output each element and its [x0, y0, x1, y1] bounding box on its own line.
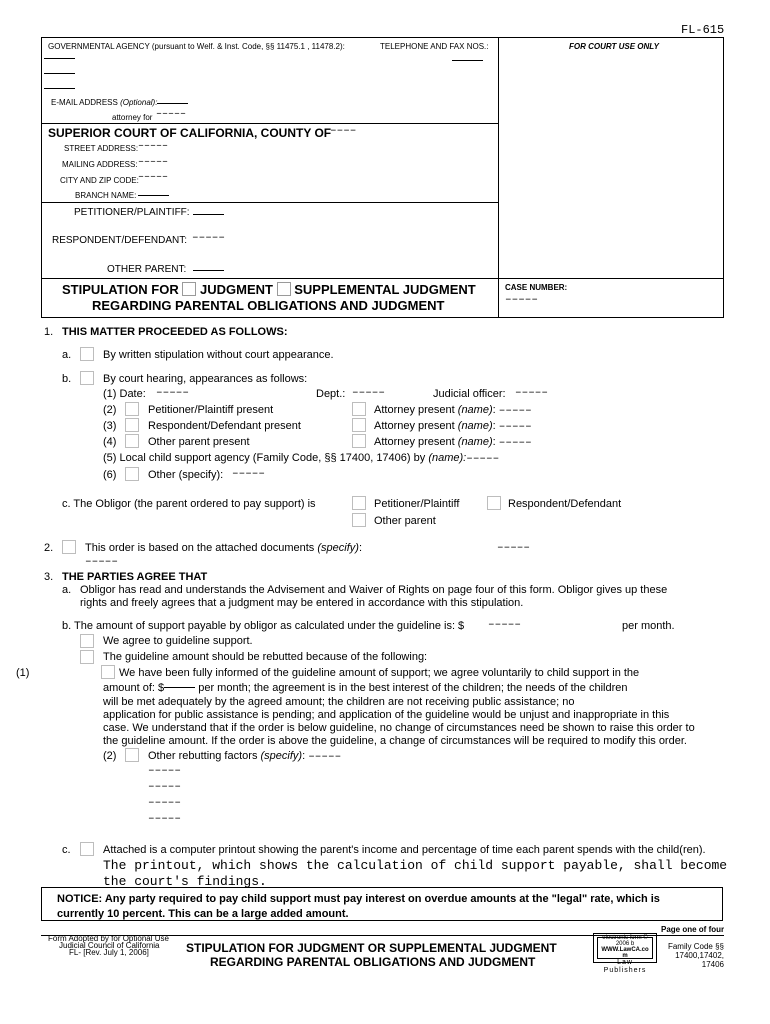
section3-c-line3: the court's findings.: [103, 874, 267, 889]
attorney-present-2-colon: :: [492, 404, 496, 416]
branch-line: [138, 195, 169, 196]
rebut-1-line5: case. We understand that if the order is below guideline, no change of circumstances need be shown to raise this order to: [103, 722, 695, 734]
rebut-2-num: (2): [103, 750, 117, 762]
respondent-value: –––––: [192, 232, 226, 244]
guideline-agree-checkbox[interactable]: [80, 634, 94, 648]
attorney-present-3-name: (name): [457, 420, 493, 432]
guideline-agree-text: We agree to guideline support.: [103, 635, 253, 647]
header-left-border: [41, 37, 42, 318]
footer-title-line2: REGARDING PARENTAL OBLIGATIONS AND JUDGMENT: [210, 955, 536, 969]
court-use-label: FOR COURT USE ONLY: [569, 42, 659, 51]
section3-c-letter: c.: [62, 844, 71, 856]
item3-text: Respondent/Defendant present: [148, 420, 301, 432]
code-line2: 17400,17402,: [675, 951, 724, 960]
section1-b-letter: b.: [62, 373, 72, 385]
rebut-1-line1: We have been fully informed of the guideline amount of support; we agree voluntarily to child support in the: [119, 667, 640, 679]
publisher-name: [593, 959, 657, 975]
item2-text: Petitioner/Plaintiff present: [148, 404, 274, 416]
rebut-2-colon: :: [302, 750, 306, 762]
section2-text-main: This order is based on the attached documents: [85, 542, 315, 554]
petitioner-label: PETITIONER/PLAINTIFF:: [74, 207, 190, 218]
mailing-label: MAILING ADDRESS:: [62, 160, 138, 169]
rebut-1-line3: will be met adequately by the agreed amount; the children are not receiving public assistance; no: [103, 696, 575, 708]
attorney-present-2-label: Attorney present: [374, 404, 455, 416]
section2-text: [85, 542, 362, 554]
court-bottom-border: [41, 202, 498, 203]
branch-label: BRANCH NAME:: [75, 191, 137, 200]
item5-name: (name):: [428, 452, 467, 464]
court-hearing-checkbox[interactable]: [80, 371, 94, 385]
street-label: STREET ADDRESS:: [64, 144, 139, 153]
logo-line5: Law: [617, 959, 633, 966]
section3-number: 3.: [44, 571, 54, 583]
section3-heading: THE PARTIES AGREE THAT: [62, 571, 208, 583]
email-optional: (Optional):: [120, 98, 158, 107]
item4-num: (4): [103, 436, 117, 448]
telephone-line: [452, 60, 483, 61]
form-title-line2: REGARDING PARENTAL OBLIGATIONS AND JUDGMENT: [92, 298, 445, 313]
section1-heading: THIS MATTER PROCEEDED AS FOLLOWS:: [62, 326, 288, 338]
family-code-cite: [664, 942, 724, 969]
email-label: [51, 98, 157, 107]
notice-line2: currently 10 percent. This can be a large added amount.: [57, 908, 349, 920]
logo-line2: 2006 b: [615, 941, 635, 947]
rebut-1-line4: application for public assistance is pending; and application of the guideline would be unjust and inappropriate in this: [103, 709, 670, 721]
section3-a-letter: a.: [62, 584, 72, 596]
rebut-1-line6: the guideline amount. If the order is above the guideline, a change of circumstances will be required to modify this order.: [103, 735, 687, 747]
section3-c-line2: The printout, which shows the calculation of child support payable, shall become: [103, 858, 728, 873]
attorney-present-2-value: –––––: [498, 405, 532, 417]
page-number: Page one of four: [661, 925, 725, 934]
city-value: –––––: [138, 172, 169, 183]
rebut-2-label: Other rebutting factors: [148, 750, 258, 762]
section2-specify: (specify): [317, 542, 359, 554]
petitioner-present-checkbox[interactable]: [125, 402, 139, 416]
court-county-value: ––––: [330, 125, 357, 137]
logo-line6: Publishers: [603, 967, 647, 974]
notice-line1: NOTICE: Any party required to pay child support must pay interest on overdue amounts at the "legal" rate, which is: [57, 893, 660, 905]
section2-value1: –––––: [497, 542, 531, 554]
section2-value2: –––––: [85, 556, 119, 568]
other-appearance-checkbox[interactable]: [125, 467, 139, 481]
rebut-1-line2-rest: per month; the agreement is in the best interest of the children; the needs of the children: [195, 682, 628, 694]
adopted-line1: Form Adopted by for Optional Use: [48, 934, 169, 943]
respondent-label: RESPONDENT/DEFENDANT:: [52, 235, 188, 246]
code-line3: 17406: [701, 960, 724, 969]
title-judgment: JUDGMENT: [200, 282, 273, 297]
section1-a-text: By written stipulation without court appearance.: [103, 349, 334, 361]
section1-b-text: By court hearing, appearances as follows:: [103, 373, 308, 385]
attorney-present-2-name: (name): [457, 404, 493, 416]
agency-label: GOVERNMENTAL AGENCY (pursuant to Welf. & Inst. Code, §§ 11475.1 , 11478.2):: [48, 42, 345, 51]
attorney-present-4-checkbox[interactable]: [352, 434, 366, 448]
attorney-present-4-label: Attorney present: [374, 436, 455, 448]
header-top-border: [41, 37, 724, 38]
item6-text: Other (specify):: [148, 469, 224, 481]
email-line: [157, 103, 188, 104]
logo-line1: electronic form ©: [602, 935, 648, 941]
other-parent-line: [193, 270, 224, 271]
item5-text: (5) Local child support agency (Family Code, §§ 17400, 17406) by: [103, 452, 426, 464]
guideline-amount-text: b. The amount of support payable by obligor as calculated under the guideline is: $: [62, 620, 465, 632]
section3-a-line2: rights and freely agrees that a judgment may be entered in accordance with this stipulation.: [80, 597, 524, 609]
item3-num: (3): [103, 420, 117, 432]
rebut-1-amount-line: [164, 687, 195, 688]
case-number-label: CASE NUMBER:: [505, 283, 568, 292]
court-title: SUPERIOR COURT OF CALIFORNIA, COUNTY OF: [48, 126, 332, 140]
obligor-respondent-label: Respondent/Defendant: [508, 498, 622, 510]
rebut-1-num: (1): [16, 667, 30, 679]
item6-value: –––––: [232, 468, 266, 480]
header-divider: [498, 37, 499, 318]
logo-line3: WWW.LawCA.co: [601, 947, 649, 953]
attorney-for-label: attorney for: [112, 113, 153, 122]
hearing-date-value: –––––: [156, 387, 190, 399]
attorney-present-4: [374, 436, 532, 449]
publisher-logo-text: [593, 935, 657, 959]
rebut-2-specify: (specify): [260, 750, 303, 762]
hearing-date-label: (1) Date:: [103, 388, 146, 400]
adopted-text: [48, 935, 169, 956]
computer-printout-checkbox[interactable]: [80, 842, 94, 856]
email-label-text: E-MAIL ADDRESS: [51, 98, 118, 107]
guideline-rebut-checkbox[interactable]: [80, 650, 94, 664]
respondent-present-checkbox[interactable]: [125, 418, 139, 432]
street-value: –––––: [138, 141, 169, 152]
rebut-2-text: [148, 750, 341, 763]
agency-line-1: [44, 58, 75, 59]
rebut-2-line-1: –––––: [148, 765, 182, 777]
header-right-border: [723, 37, 724, 318]
other-parent-label: OTHER PARENT:: [107, 264, 187, 275]
obligor-respondent-checkbox[interactable]: [487, 496, 501, 510]
obligor-petitioner-checkbox[interactable]: [352, 496, 366, 510]
footer-title-line1: STIPULATION FOR JUDGMENT OR SUPPLEMENTAL JUDGMENT: [186, 941, 557, 955]
logo-line4: m: [622, 953, 628, 959]
other-parent-present-checkbox[interactable]: [125, 434, 139, 448]
adopted-line2: Judicial Council of California: [59, 941, 160, 950]
attorney-present-2-checkbox[interactable]: [352, 402, 366, 416]
case-number-value: –––––: [505, 294, 539, 306]
section3-a-line1: Obligor has read and understands the Advisement and Waiver of Rights on page four of this form. Obligor gives up these: [80, 584, 668, 596]
item5: [103, 452, 499, 465]
form-id: FL-615: [681, 23, 725, 37]
adopted-line3: FL- [Rev. July 1, 2006]: [69, 948, 149, 957]
officer-label: Judicial officer:: [433, 388, 506, 400]
section1-a-letter: a.: [62, 349, 72, 361]
attorney-present-4-name: (name): [457, 436, 493, 448]
obligor-other-parent-checkbox[interactable]: [352, 513, 366, 527]
rebut-1-amount-label: amount of: $: [103, 682, 165, 694]
officer-value: –––––: [515, 387, 549, 399]
city-label: CITY AND ZIP CODE:: [60, 176, 139, 185]
attorney-present-3-label: Attorney present: [374, 420, 455, 432]
code-line1: Family Code §§: [667, 942, 724, 951]
form-title-line1: [62, 282, 476, 297]
written-stipulation-checkbox[interactable]: [80, 347, 94, 361]
attorney-present-4-value: –––––: [498, 437, 532, 449]
attorney-present-3-colon: :: [492, 420, 496, 432]
header-bottom-border: [41, 317, 724, 318]
telephone-label: TELEPHONE AND FAX NOS.:: [380, 42, 489, 51]
item6-num: (6): [103, 469, 117, 481]
attorney-present-3-value: –––––: [498, 421, 532, 433]
title-supplemental: SUPPLEMENTAL JUDGMENT: [294, 282, 476, 297]
rebut-1-line2: [103, 682, 627, 694]
obligor-other-parent-label: Other parent: [374, 515, 436, 527]
supplemental-judgment-checkbox[interactable]: [277, 282, 291, 296]
attorney-present-2: [374, 404, 532, 417]
petitioner-line: [193, 214, 224, 215]
obligor-text: c. The Obligor (the parent ordered to pay support) is: [62, 498, 316, 510]
rebut-2-checkbox[interactable]: [125, 748, 139, 762]
item4-text: Other parent present: [148, 436, 250, 448]
attached-documents-checkbox[interactable]: [62, 540, 76, 554]
dept-value: –––––: [352, 387, 386, 399]
section2-number: 2.: [44, 542, 54, 554]
agency-bottom-border: [41, 123, 498, 124]
judgment-checkbox[interactable]: [182, 282, 196, 296]
per-month-label: per month.: [622, 620, 675, 632]
rebut-2-line-4: –––––: [148, 813, 182, 825]
agency-line-3: [44, 88, 75, 89]
dept-label: Dept.:: [316, 388, 346, 400]
guideline-amount-value: –––––: [488, 619, 522, 631]
attorney-present-4-colon: :: [492, 436, 496, 448]
attorney-for-value: –––––: [156, 109, 187, 120]
section2-colon: :: [358, 542, 362, 554]
rebut-2-line-2: –––––: [148, 781, 182, 793]
rebut-1-checkbox[interactable]: [101, 665, 115, 679]
guideline-rebut-text: The guideline amount should be rebutted because of the following:: [103, 651, 428, 663]
item2-num: (2): [103, 404, 117, 416]
mailing-value: –––––: [138, 157, 169, 168]
rebut-2-line-3: –––––: [148, 797, 182, 809]
agency-line-2: [44, 73, 75, 74]
rebut-2-value: –––––: [308, 751, 342, 763]
attorney-present-3: [374, 420, 532, 433]
parties-bottom-border: [41, 278, 724, 279]
attorney-present-3-checkbox[interactable]: [352, 418, 366, 432]
title-stipulation-for: STIPULATION FOR: [62, 282, 179, 297]
section1-number: 1.: [44, 326, 54, 338]
item5-value: –––––: [466, 453, 500, 465]
section3-c-line1: Attached is a computer printout showing the parent's income and percentage of time each parent spends with the child(ren).: [103, 844, 706, 856]
obligor-petitioner-label: Petitioner/Plaintiff: [374, 498, 460, 510]
